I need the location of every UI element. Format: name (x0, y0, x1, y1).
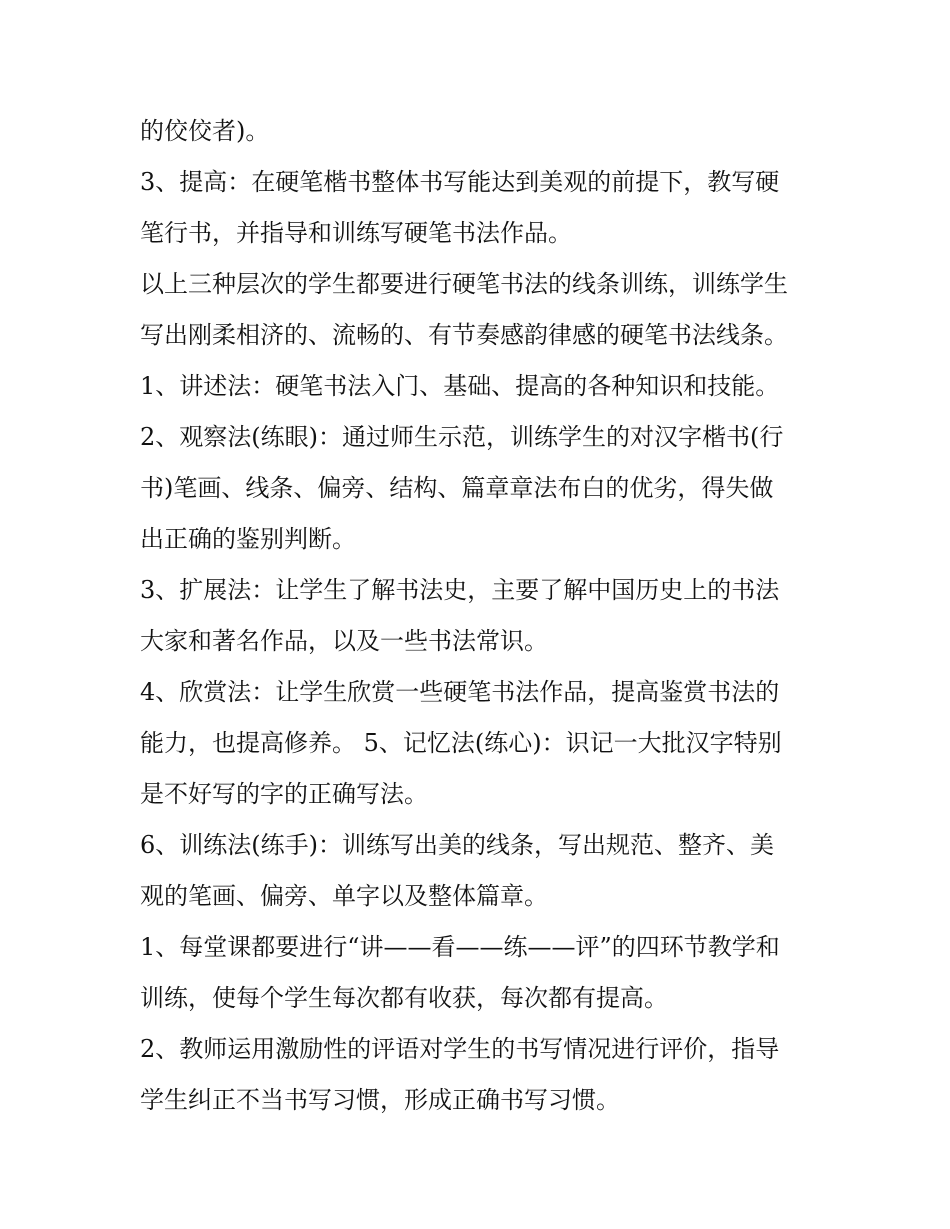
text-line: 能力，也提高修养。 5、记忆法(练心)：识记一大批汉字特别 (140, 729, 782, 757)
text-line: 1、讲述法：硬笔书法入门、基础、提高的各种知识和技能。 (140, 372, 780, 400)
text-line: 6、训练法(练手)：训练写出美的线条，写出规范、整齐、美 (140, 831, 774, 859)
text-line: 1、每堂课都要进行“讲——看——练——评”的四环节教学和 (140, 933, 780, 961)
document-body (140, 106, 820, 1126)
text-line: 出正确的鉴别判断。 (140, 525, 356, 553)
text-line: 大家和著名作品，以及一些书法常识。 (140, 627, 548, 655)
text-line: 3、扩展法：让学生了解书法史，主要了解中国历史上的书法 (140, 576, 780, 604)
text-line: 学生纠正不当书写习惯，形成正确书写习惯。 (140, 1086, 620, 1114)
text-line: 4、欣赏法：让学生欣赏一些硬笔书法作品，提高鉴赏书法的 (140, 678, 780, 706)
text-line: 3、提高：在硬笔楷书整体书写能达到美观的前提下，教写硬 (140, 168, 780, 196)
text-line: 2、观察法(练眼)：通过师生示范，训练学生的对汉字楷书(行 (140, 423, 784, 451)
text-line: 是不好写的字的正确写法。 (140, 780, 428, 808)
text-line: 以上三种层次的学生都要进行硬笔书法的线条训练，训练学生 (140, 270, 788, 298)
text-line: 2、教师运用激励性的评语对学生的书写情况进行评价，指导 (140, 1035, 780, 1063)
text-line: 训练，使每个学生每次都有收获，每次都有提高。 (140, 984, 668, 1012)
text-line: 笔行书，并指导和训练写硬笔书法作品。 (140, 219, 572, 247)
text-line: 书)笔画、线条、偏旁、结构、篇章章法布白的优劣，得失做 (140, 474, 774, 502)
text-line: 的佼佼者)。 (140, 117, 270, 145)
text-line: 观的笔画、偏旁、单字以及整体篇章。 (140, 882, 548, 910)
text-line: 写出刚柔相济的、流畅的、有节奏感韵律感的硬笔书法线条。 (140, 321, 788, 349)
